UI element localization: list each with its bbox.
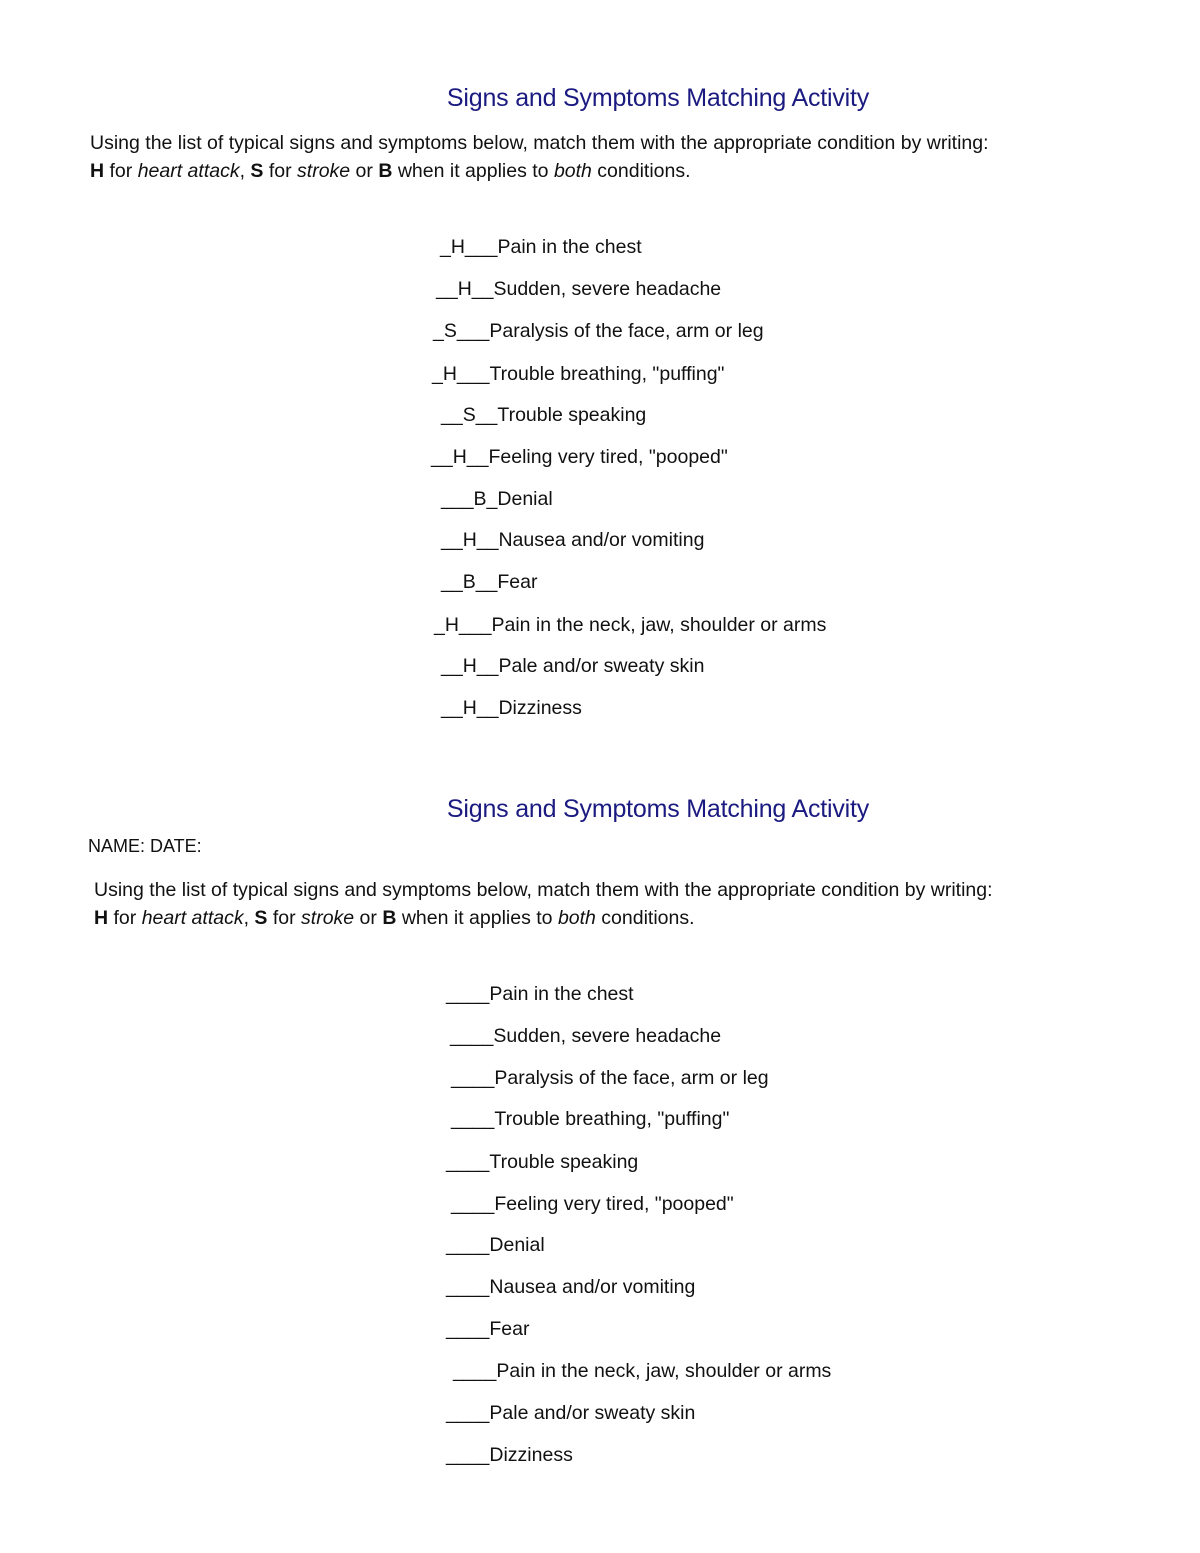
answer-item	[436, 278, 721, 301]
answer-blank: __H__	[431, 446, 489, 468]
b-meaning: both	[553, 160, 592, 182]
answer-blank: _S___	[433, 320, 490, 342]
fill-in-blank[interactable]: ____	[446, 1276, 490, 1298]
b-letter: B	[378, 160, 393, 182]
instr-text: when it applies to	[392, 160, 554, 182]
s-letter: S	[250, 160, 264, 182]
symptom-text: Feeling very tired, "pooped"	[488, 446, 728, 468]
symptom-text: Denial	[497, 488, 553, 510]
instructions-line-1: Using the list of typical signs and symptoms below, match them with the appropriate condition by writing:	[94, 879, 993, 901]
symptom-text: Paralysis of the face, arm or leg	[494, 1067, 769, 1089]
worksheet-item	[446, 1318, 530, 1341]
fill-in-blank[interactable]: ____	[446, 1444, 490, 1466]
worksheet-instructions	[94, 876, 993, 932]
answer-item	[441, 404, 646, 427]
symptom-text: Pain in the neck, jaw, shoulder or arms	[491, 614, 827, 636]
fill-in-blank[interactable]: ____	[451, 1108, 495, 1130]
symptom-text: Pain in the chest	[489, 983, 634, 1005]
instr-text: conditions.	[591, 160, 691, 182]
answer-key-title: Signs and Symptoms Matching Activity	[446, 84, 870, 112]
instr-text: for	[104, 160, 138, 182]
symptom-text: Dizziness	[498, 697, 582, 719]
instr-text: ,	[239, 160, 251, 182]
answer-item	[431, 446, 728, 469]
b-meaning: both	[557, 907, 596, 929]
answer-blank: __H__	[441, 529, 499, 551]
fill-in-blank[interactable]: ____	[446, 1402, 490, 1424]
answer-item	[441, 529, 704, 552]
fill-in-blank[interactable]: ____	[451, 1193, 495, 1215]
h-meaning: heart attack	[141, 907, 244, 929]
worksheet-item	[451, 1108, 729, 1131]
instr-text: for	[267, 907, 302, 929]
symptom-text: Pain in the chest	[497, 236, 642, 258]
s-letter: S	[254, 907, 268, 929]
instr-text: or	[354, 907, 383, 929]
answer-item	[441, 488, 553, 511]
symptom-text: Dizziness	[489, 1444, 573, 1466]
worksheet-item	[451, 1067, 769, 1090]
name-date-label: NAME: DATE:	[88, 836, 202, 856]
answer-item	[441, 697, 582, 720]
symptom-text: Pain in the neck, jaw, shoulder or arms	[496, 1360, 832, 1382]
h-meaning: heart attack	[137, 160, 240, 182]
worksheet-item	[450, 1025, 721, 1048]
answer-item	[432, 363, 724, 386]
answer-item	[434, 614, 826, 637]
fill-in-blank[interactable]: ____	[451, 1067, 495, 1089]
fill-in-blank[interactable]: ____	[453, 1360, 497, 1382]
symptom-text: Fear	[497, 571, 538, 593]
worksheet-item	[446, 1151, 638, 1174]
symptom-text: Pale and/or sweaty skin	[489, 1402, 696, 1424]
worksheet-item	[446, 1402, 695, 1425]
s-meaning: stroke	[297, 160, 351, 182]
answer-blank: __S__	[441, 404, 498, 426]
answer-blank: _H___	[432, 363, 490, 385]
answer-blank: __H__	[436, 278, 494, 300]
worksheet-item	[446, 983, 634, 1006]
symptom-text: Nausea and/or vomiting	[498, 529, 705, 551]
symptom-text: Trouble speaking	[489, 1151, 639, 1173]
worksheet-item	[446, 1234, 545, 1257]
symptom-text: Trouble speaking	[497, 404, 647, 426]
symptom-text: Sudden, severe headache	[493, 278, 722, 300]
symptom-text: Fear	[489, 1318, 530, 1340]
symptom-text: Sudden, severe headache	[493, 1025, 722, 1047]
worksheet-title: Signs and Symptoms Matching Activity	[446, 795, 870, 823]
fill-in-blank[interactable]: ____	[450, 1025, 494, 1047]
symptom-text: Denial	[489, 1234, 545, 1256]
instructions-line-1: Using the list of typical signs and symptoms below, match them with the appropriate condition by writing:	[90, 132, 989, 154]
answer-blank: _H___	[434, 614, 492, 636]
instr-text: conditions.	[595, 907, 695, 929]
instructions-line-2	[94, 904, 993, 932]
answer-item	[440, 236, 642, 259]
answer-item	[433, 320, 764, 343]
fill-in-blank[interactable]: ____	[446, 1318, 490, 1340]
symptom-text: Trouble breathing, "puffing"	[494, 1108, 730, 1130]
symptom-text: Paralysis of the face, arm or leg	[489, 320, 764, 342]
worksheet-item	[446, 1444, 573, 1467]
instr-text: for	[108, 907, 142, 929]
instr-text: for	[263, 160, 298, 182]
s-meaning: stroke	[301, 907, 355, 929]
answer-blank: __H__	[441, 697, 499, 719]
symptom-text: Feeling very tired, "pooped"	[494, 1193, 734, 1215]
answer-blank: _H___	[440, 236, 498, 258]
fill-in-blank[interactable]: ____	[446, 983, 490, 1005]
instructions-line-2	[90, 157, 989, 185]
b-letter: B	[382, 907, 397, 929]
answer-item	[441, 571, 538, 594]
symptom-text: Trouble breathing, "puffing"	[489, 363, 725, 385]
instr-text: or	[350, 160, 379, 182]
h-letter: H	[94, 907, 109, 929]
answer-key-instructions	[90, 129, 989, 185]
answer-blank: __H__	[441, 655, 499, 677]
instr-text: when it applies to	[396, 907, 558, 929]
fill-in-blank[interactable]: ____	[446, 1234, 490, 1256]
symptom-text: Nausea and/or vomiting	[489, 1276, 696, 1298]
instr-text: ,	[243, 907, 255, 929]
answer-blank: __B__	[441, 571, 498, 593]
symptom-text: Pale and/or sweaty skin	[498, 655, 705, 677]
fill-in-blank[interactable]: ____	[446, 1151, 490, 1173]
worksheet-item	[451, 1193, 734, 1216]
answer-blank: ___B_	[441, 488, 498, 510]
answer-item	[441, 655, 704, 678]
worksheet-item	[453, 1360, 831, 1383]
worksheet-item	[446, 1276, 695, 1299]
h-letter: H	[90, 160, 105, 182]
